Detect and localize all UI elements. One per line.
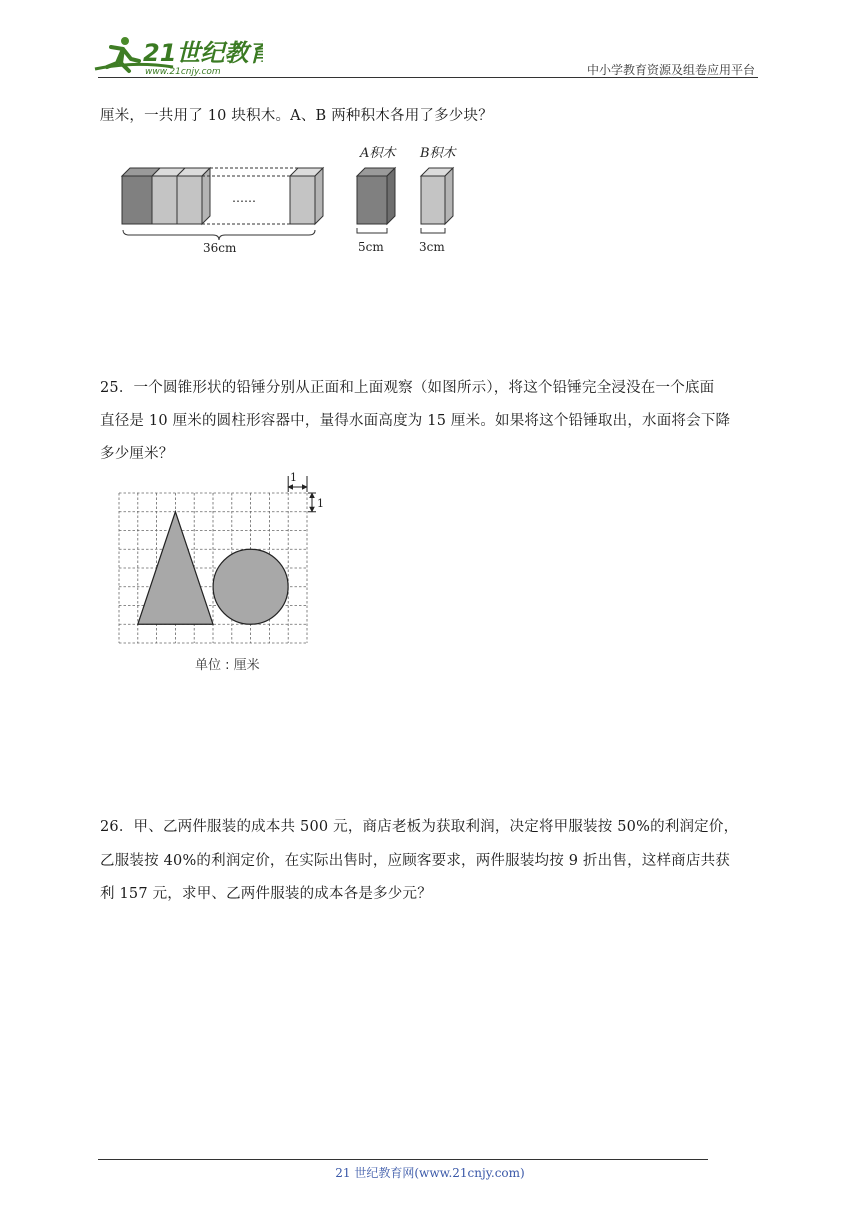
q26-line3: 利 157 元，求甲、乙两件服装的成本各是多少元？ — [100, 886, 432, 902]
a-width-label: 5cm — [358, 240, 384, 254]
blocks-ellipsis: …… — [232, 191, 256, 205]
b-width-label: 3cm — [419, 240, 445, 254]
q25-unit-caption: 单位 : 厘米 — [195, 658, 260, 673]
unit-h-label: 1 — [290, 471, 297, 484]
q25-cone-figure — [112, 470, 342, 654]
total-length-label: 36cm — [203, 241, 237, 255]
header-divider — [98, 77, 758, 78]
q26-line2: 乙服装按 40%的利润定价，在实际出售时，应顾客要求，两件服装均按 9 折出售，这样商店共获 — [100, 853, 730, 869]
q25-line3: 多少厘米？ — [100, 446, 174, 462]
q25-line1: 25．一个圆锥形状的铅锤分别从正面和上面观察（如图所示），将这个铅锤完全浸没在一个底面 — [100, 380, 715, 396]
q25-line2: 直径是 10 厘米的圆柱形容器中，量得水面高度为 15 厘米。如果将这个铅锤取出，水面将会下降 — [100, 413, 731, 429]
q24-blocks-figure — [115, 138, 475, 267]
b-block-label: B积木 — [420, 146, 456, 161]
logo-url: www.21cnjy.com — [145, 67, 221, 77]
site-logo — [93, 33, 263, 79]
footer-link[interactable]: 21 世纪教育网(www.21cnjy.com) — [335, 1166, 525, 1180]
unit-v-label: 1 — [317, 497, 324, 510]
a-block-label: A积木 — [360, 146, 396, 161]
logo-text: 21世纪教育 — [143, 39, 263, 67]
q26-line1: 26．甲、乙两件服装的成本共 500 元，商店老板为获取利润，决定将甲服装按 50%的利润定价， — [100, 819, 739, 835]
q24-text: 厘米，一共用了 10 块积木。A、B 两种积木各用了多少块？ — [100, 108, 493, 124]
footer-divider — [98, 1159, 708, 1160]
header-platform-text: 中小学教育资源及组卷应用平台 — [586, 63, 755, 77]
cone-top-view — [213, 549, 288, 624]
